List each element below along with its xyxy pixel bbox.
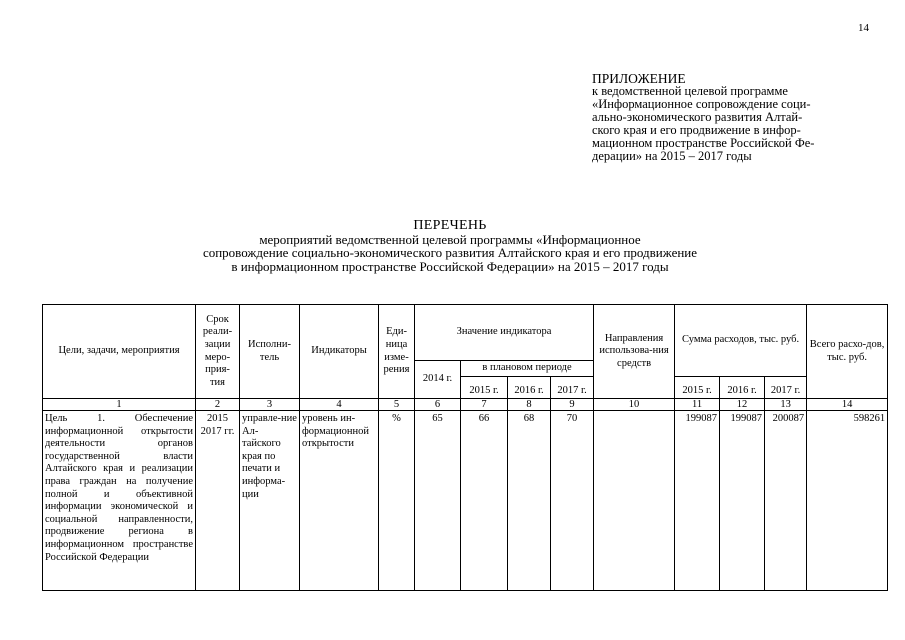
column-number: 2: [196, 399, 240, 411]
column-number: 8: [508, 399, 551, 411]
directions-cell: [594, 411, 675, 591]
appendix-line: мационном пространстве Российской Фе-: [592, 136, 815, 150]
header-year-2017: 2017 г.: [551, 377, 594, 399]
expense-2016-cell: 199087: [720, 411, 765, 591]
column-number: 6: [415, 399, 461, 411]
page-number: 14: [858, 22, 869, 34]
appendix-line: ально-экономического развития Алтай-: [592, 110, 803, 124]
value-2017-cell: 70: [551, 411, 594, 591]
header-expense-2015: 2015 г.: [675, 377, 720, 399]
header-row: [43, 305, 888, 361]
column-number: 10: [594, 399, 675, 411]
executor-cell: управле-ние Ал-тайского края по печати и информа-ции: [240, 411, 300, 591]
column-number: 1: [43, 399, 196, 411]
value-2016-cell: 68: [508, 411, 551, 591]
column-number: 7: [461, 399, 508, 411]
appendix-text: [592, 85, 868, 163]
column-number: 5: [379, 399, 415, 411]
header-goals: Цели, задачи, мероприятия: [43, 305, 196, 399]
column-number-row: [43, 399, 888, 411]
goal-cell: Цель 1. Обеспечение информационной открытости деятельности органов государственной власти Алтайского края и реализации права граждан на получение полной и объективной информации экономической и социальной направленности, продвижение региона в информационном пространстве Российской Федерации: [43, 411, 196, 591]
appendix-line: «Информационное сопровождение соци-: [592, 97, 811, 111]
appendix-line: дерации» на 2015 – 2017 годы: [592, 149, 752, 163]
appendix-line: к ведомственной целевой программе: [592, 84, 788, 98]
column-number: 4: [300, 399, 379, 411]
header-executor: Исполни-тель: [240, 305, 300, 399]
header-unit: Еди-ница изме-рения: [379, 305, 415, 399]
header-year-2015: 2015 г.: [461, 377, 508, 399]
total-cell: 598261: [807, 411, 888, 591]
header-indicator-value: Значение индикатора: [415, 305, 594, 361]
header-expense-2016: 2016 г.: [720, 377, 765, 399]
header-indicators: Индикаторы: [300, 305, 379, 399]
expense-2017-cell: 200087: [765, 411, 807, 591]
column-number: 9: [551, 399, 594, 411]
value-2014-cell: 65: [415, 411, 461, 591]
column-number: 12: [720, 399, 765, 411]
header-term: Срок реали-зации меро-прия-тия: [196, 305, 240, 399]
header-expenses: Сумма расходов, тыс. руб.: [675, 305, 807, 377]
expense-2015-cell: 199087: [675, 411, 720, 591]
column-number: 11: [675, 399, 720, 411]
appendix-block: [592, 72, 868, 163]
unit-cell: %: [379, 411, 415, 591]
header-year-2014: 2014 г.: [415, 361, 461, 399]
title-line: в информационном пространстве Российской Федерации» на 2015 – 2017 годы: [231, 258, 669, 274]
header-planning-period: в плановом периоде: [461, 361, 594, 377]
value-2015-cell: 66: [461, 411, 508, 591]
title-line: мероприятий ведомственной целевой программы «Информационное: [259, 231, 641, 247]
table-row: [43, 411, 888, 591]
column-number: 3: [240, 399, 300, 411]
indicator-cell: уровень ин-формационной открытости: [300, 411, 379, 591]
header-year-2016: 2016 г.: [508, 377, 551, 399]
activities-table: [42, 304, 888, 591]
column-number: 14: [807, 399, 888, 411]
column-number: 13: [765, 399, 807, 411]
document-title: [120, 219, 780, 273]
term-cell: 2015 2017 гг.: [196, 411, 240, 591]
title-line: сопровождение социально-экономического развития Алтайского края и его продвижение: [202, 245, 698, 260]
title-heading: ПЕРЕЧЕНЬ: [413, 218, 487, 233]
header-directions: Направления использова-ния средств: [594, 305, 675, 399]
header-total: Всего расхо-дов, тыс. руб.: [807, 305, 888, 399]
appendix-heading: ПРИЛОЖЕНИЕ: [592, 71, 686, 86]
header-expense-2017: 2017 г.: [765, 377, 807, 399]
appendix-line: ского края и его продвижение в инфор-: [592, 123, 801, 137]
